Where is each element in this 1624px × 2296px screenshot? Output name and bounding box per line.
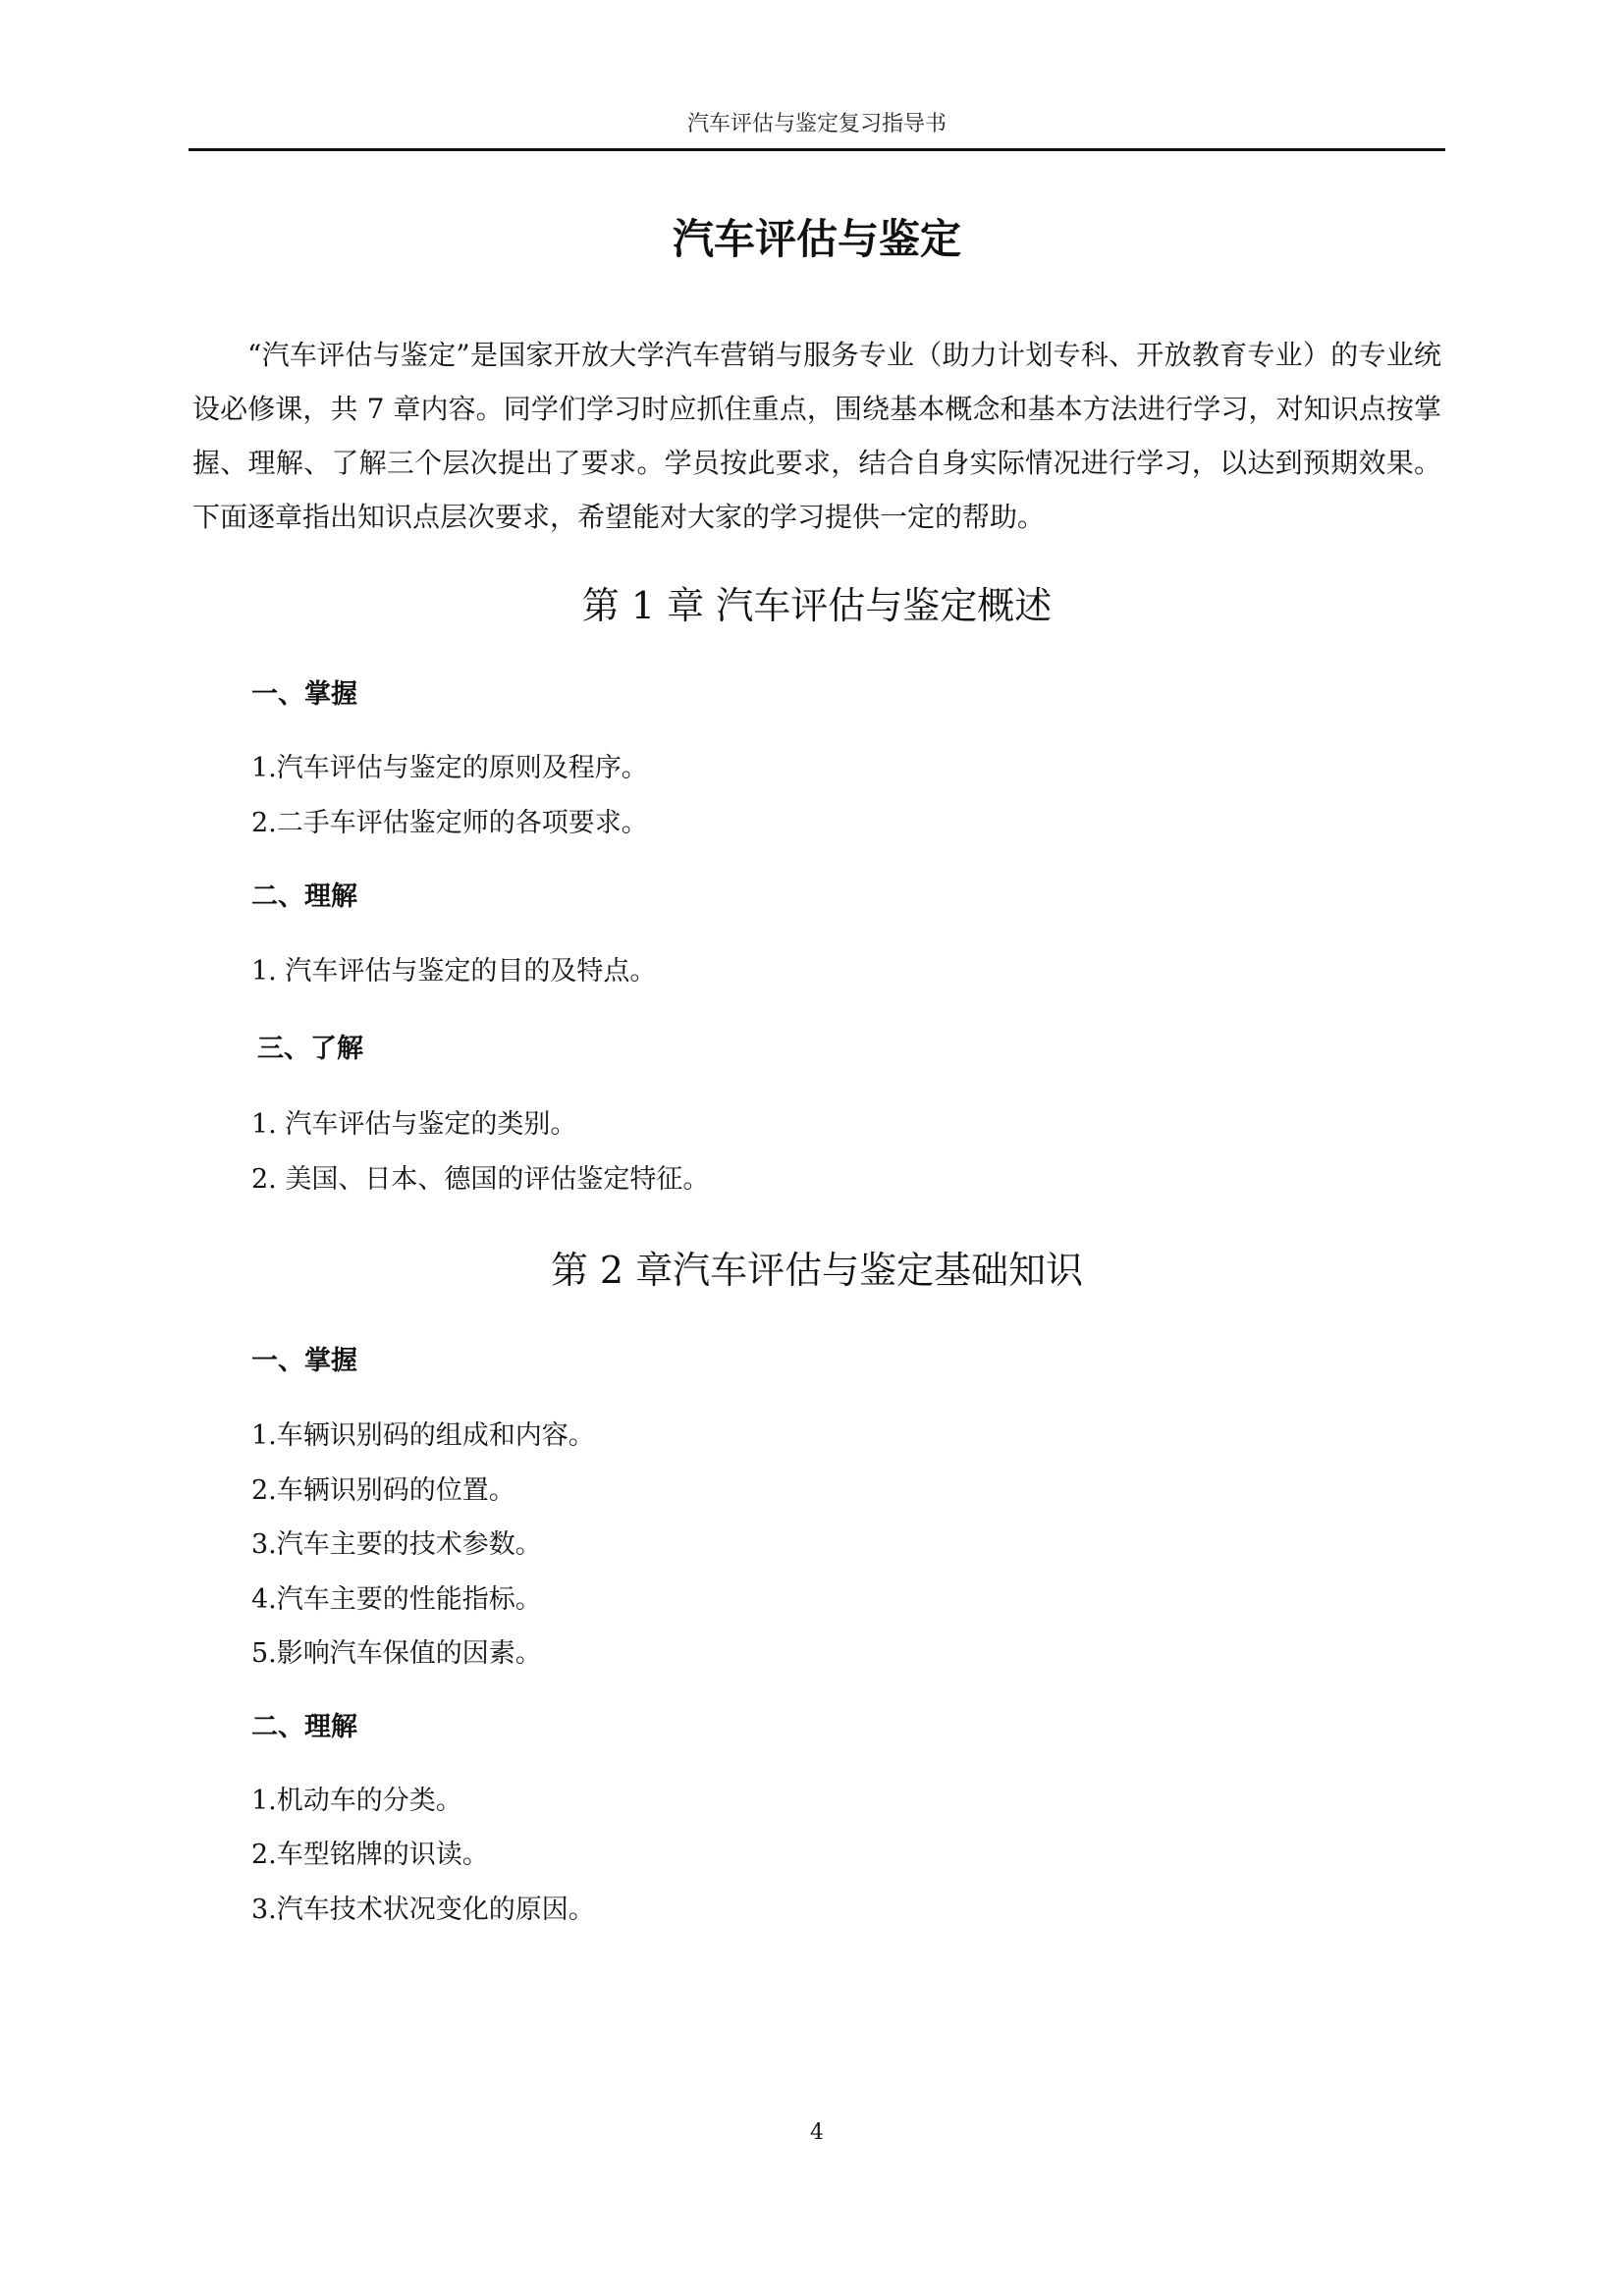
intro-paragraph: “汽车评估与鉴定”是国家开放大学汽车营销与服务专业（助力计划专科、开放教育专业）的专业统设必修课，共 7 章内容。同学们学习时应抓住重点，围绕基本概念和基本方法进行学习，对知识点按掌握、理解、了解三个层次提出了要求。学员按此要求，结合自身实际情况进行学习，以达到预期效果。下面逐章指出知识点层次要求，希望能对大家的学习提供一定的帮助。 (192, 339, 1441, 533)
list-item: 1.机动车的分类。 (251, 1786, 462, 1816)
list-item: 2.二手车评估鉴定师的各项要求。 (251, 808, 648, 838)
list-item: 2.车型铭牌的识读。 (251, 1840, 489, 1870)
running-header: 汽车评估与鉴定复习指导书 (686, 112, 947, 136)
chapter-2-title: 第 2 章汽车评估与鉴定基础知识 (550, 1249, 1084, 1292)
header-rule (189, 148, 1445, 151)
page-number: 4 (810, 2120, 824, 2145)
list-item: 3.汽车技术状况变化的原因。 (251, 1895, 595, 1925)
chapter-1-section-understand-heading: 二、理解 (251, 881, 357, 912)
list-item: 1.车辆识别码的组成和内容。 (251, 1420, 595, 1451)
chapter-2-section-master-heading: 一、掌握 (251, 1346, 357, 1376)
chapter-1-section-master-heading: 一、掌握 (251, 679, 357, 710)
list-item: 2. 美国、日本、德国的评估鉴定特征。 (251, 1164, 710, 1195)
chapter-1-section-know-heading: 三、了解 (257, 1034, 363, 1064)
list-item: 1.汽车评估与鉴定的原则及程序。 (251, 753, 648, 783)
list-item: 1. 汽车评估与鉴定的类别。 (251, 1109, 577, 1140)
list-item: 3.汽车主要的技术参数。 (251, 1529, 542, 1560)
list-item: 4.汽车主要的性能指标。 (251, 1584, 542, 1615)
list-item: 5.影响汽车保值的因素。 (251, 1638, 542, 1669)
list-item: 2.车辆识别码的位置。 (251, 1475, 515, 1506)
chapter-2-section-understand-heading: 二、理解 (251, 1712, 357, 1742)
document-title: 汽车评估与鉴定 (672, 215, 961, 263)
chapter-1-title: 第 1 章 汽车评估与鉴定概述 (581, 584, 1053, 627)
list-item: 1. 汽车评估与鉴定的目的及特点。 (251, 956, 657, 987)
